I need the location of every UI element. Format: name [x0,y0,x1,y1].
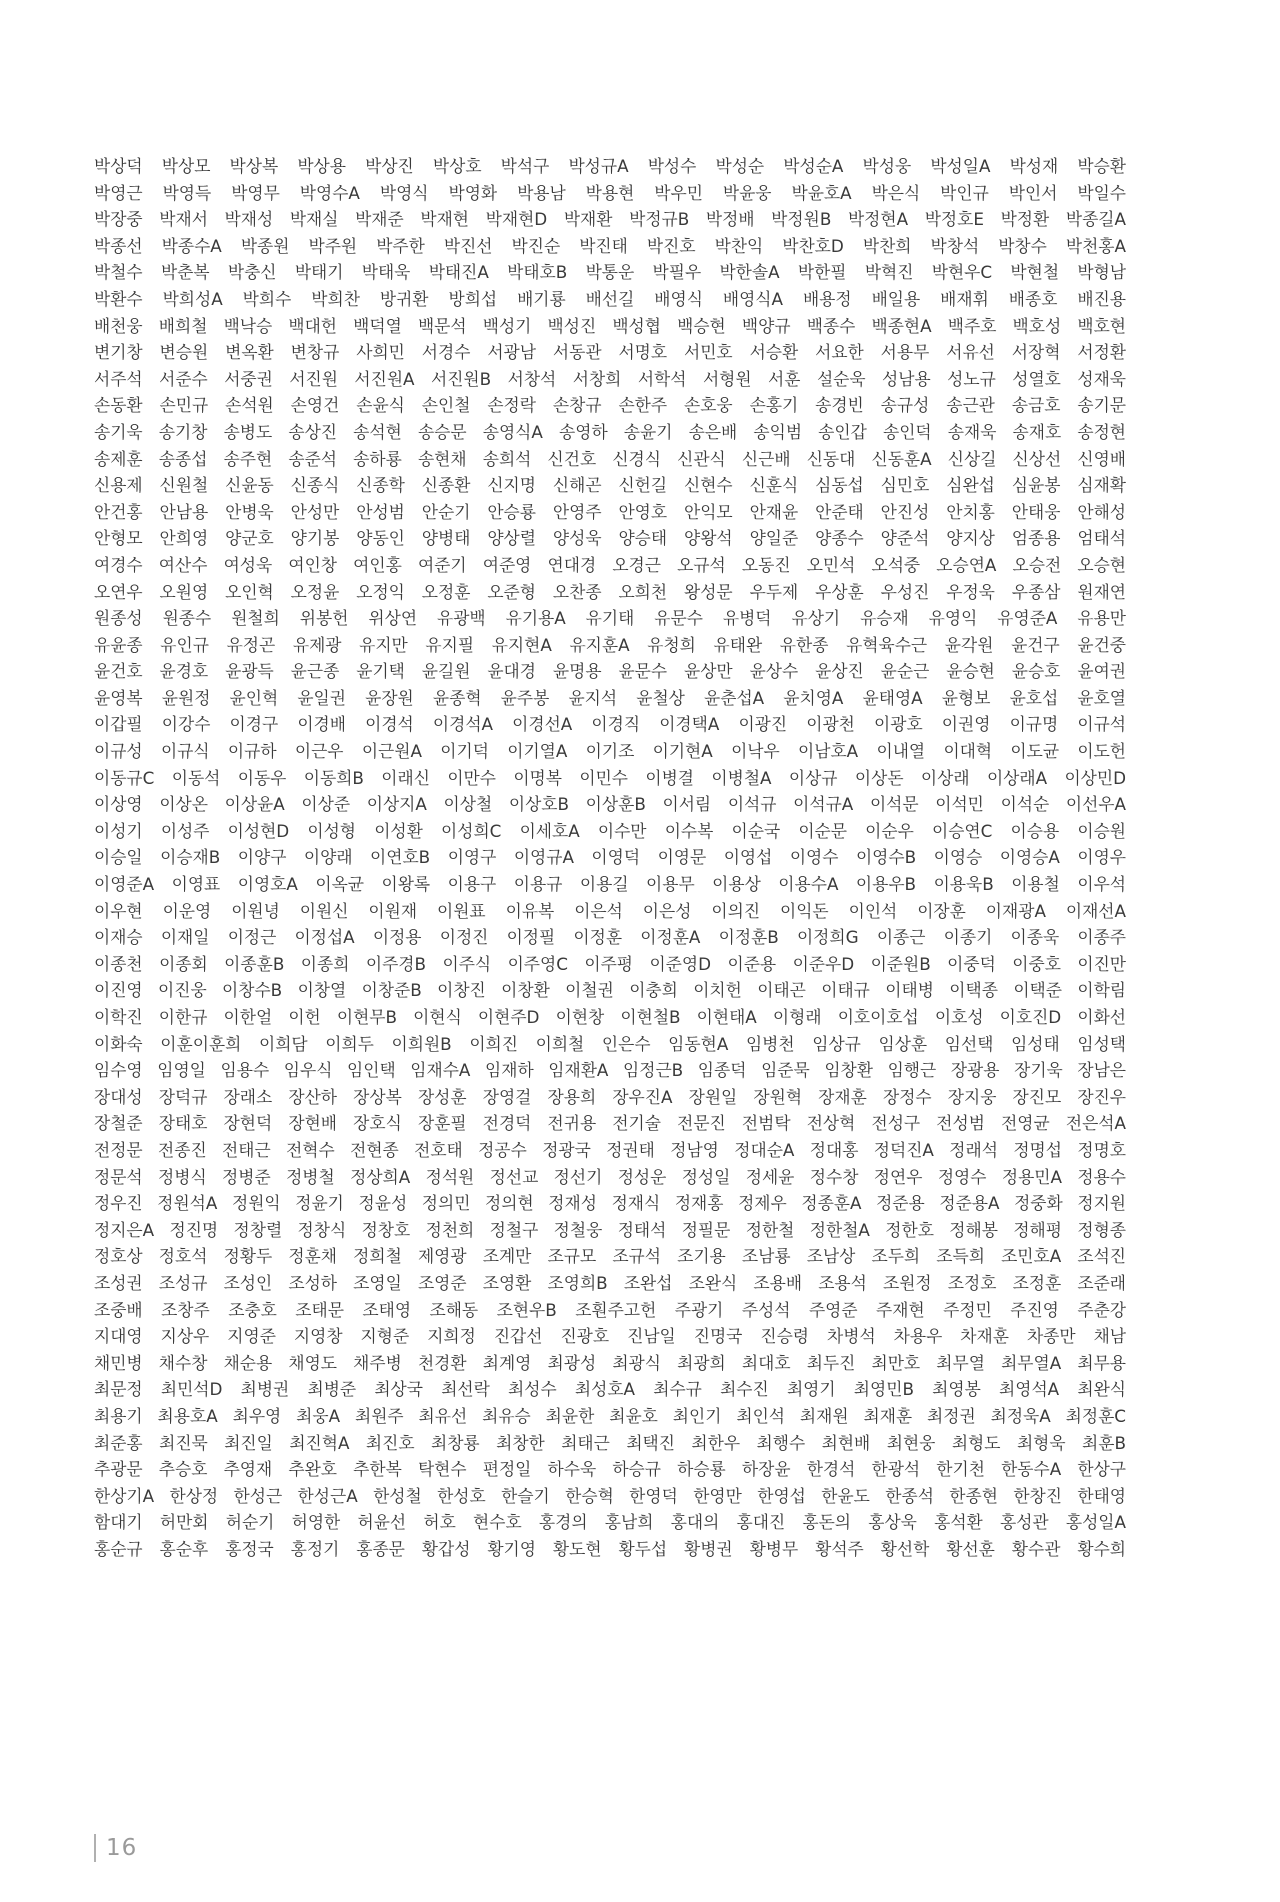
name-line: 손동환 손민규 손석원 손영건 손윤식 손인철 손정락 손창규 손한주 손호웅 손홍기 송경빈 송규성 송근관 송금호 송기문 [94,395,1126,416]
name-line: 신용제 신원철 신윤동 신종식 신종학 신종환 신지명 신해곤 신헌길 신현수 신훈식 심동섭 심민호 심완섭 심윤봉 심재확 [94,475,1126,496]
name-line: 최용기 최용호A 최우영 최웅A 최원주 최유선 최유승 최윤한 최윤호 최인기 최인석 최재원 최재훈 최정권 최정욱A 최정훈C [94,1405,1126,1426]
name-line: 이동규C 이동석 이동우 이동희B 이래신 이만수 이명복 이민수 이병결 이병철A 이상규 이상돈 이상래 이상래A 이상민D [94,767,1126,788]
name-line: 추광문 추승호 추영재 추완호 추한복 탁현수 편정일 하수욱 하승규 하승룡 하장윤 한경석 한광석 한기천 한동수A 한상구 [94,1459,1126,1480]
name-line: 이갑필 이강수 이경구 이경배 이경석 이경석A 이경선A 이경직 이경택A 이광진 이광천 이광호 이권영 이규명 이규석 [94,714,1126,735]
page-number-divider [94,1834,96,1862]
name-line: 박장중 박재서 박재성 박재실 박재준 박재현 박재현D 박재환 박정규B 박정배 박정원B 박정현A 박정호E 박정환 박종길A [94,209,1126,230]
name-line: 박환수 박희성A 박희수 박희찬 방귀환 방희섭 배기룡 배선길 배영식 배영식A 배용정 배일용 배재휘 배종호 배진용 [94,288,1126,309]
name-line: 윤영복 윤원정 윤인혁 윤일권 윤장원 윤종혁 윤주봉 윤지석 윤철상 윤춘섭A 윤치영A 윤태영A 윤형보 윤호섭 윤호열 [94,687,1126,708]
name-line: 최문정 최민석D 최병권 최병준 최상국 최선락 최성수 최성호A 최수규 최수진 최영기 최영민B 최영봉 최영석A 최완식 [94,1379,1126,1400]
name-line: 조중배 조창주 조충호 조태문 조태영 조해동 조현우B 조훤주고헌 주광기 주성석 주영준 주재현 주정민 주진영 주춘강 [94,1299,1126,1320]
name-line: 이규성 이규식 이규하 이근우 이근원A 이기덕 이기열A 이기조 이기현A 이낙우 이남호A 이내열 이대혁 이도균 이도헌 [94,741,1126,762]
name-line: 이학진 이한규 이한얼 이헌 이현무B 이현식 이현주D 이현창 이현철B 이현태A 이형래 이호이호섭 이호성 이호진D 이화선 [94,1007,1126,1027]
name-line: 최준홍 최진묵 최진일 최진혁A 최진호 최창룡 최창한 최태근 최택진 최한우 최행수 최현배 최현웅 최형도 최형욱 최훈B [94,1432,1126,1453]
name-line: 채민병 채수창 채순용 채영도 채주병 천경환 최계영 최광성 최광식 최광희 최대호 최두진 최만호 최무열 최무열A 최무용 [94,1352,1126,1373]
name-line: 안건홍 안남용 안병욱 안성만 안성범 안순기 안승룡 안영주 안영호 안익모 안재윤 안준태 안진성 안치홍 안태웅 안해성 [94,501,1126,522]
name-line: 정호상 정호석 정황두 정훈채 정희철 제영광 조계만 조규모 조규석 조기용 조남룡 조남상 조두희 조득희 조민호A 조석진 [94,1246,1126,1267]
name-line: 함대기 허만회 허순기 허영한 허윤선 허호 현수호 홍경의 홍남희 홍대의 홍대진 홍돈의 홍상욱 홍석환 홍성관 홍성일A [94,1512,1126,1533]
name-line: 서주석 서준수 서중권 서진원 서진원A 서진원B 서창석 서창희 서학석 서형원 서훈 설순욱 성남용 성노규 성열호 성재욱 [94,368,1126,389]
page-number: 16 [106,1835,138,1861]
name-list [94,153,1126,1562]
name-line: 지대영 지상우 지영준 지영창 지형준 지희정 진갑선 진광호 진남일 진명국 진승령 차병석 차용우 차재훈 차종만 채남 [94,1326,1126,1347]
name-line: 원종성 원종수 원철희 위봉헌 위상연 유광백 유기용A 유기태 유문수 유병덕 유상기 유승재 유영익 유영준A 유용만 [94,608,1126,629]
name-line: 정지은A 정진명 정창렬 정창식 정창호 정천희 정철구 정철웅 정태석 정필문 정한철 정한철A 정한호 정해봉 정해평 정형종 [94,1219,1126,1240]
name-line: 이진영 이진웅 이창수B 이창열 이창준B 이창진 이창환 이철권 이충희 이치헌 이태곤 이태규 이태병 이택종 이택준 이학림 [94,980,1126,1001]
name-line: 장철준 장태호 장현덕 장현배 장호식 장훈필 전경덕 전귀용 전기술 전문진 전범탁 전상혁 전성구 전성범 전영균 전은석A [94,1113,1126,1134]
name-line: 박영근 박영득 박영무 박영수A 박영식 박영화 박용남 박용현 박우민 박윤웅 박윤호A 박은식 박인규 박인서 박일수 [94,182,1126,203]
name-line: 이성기 이성주 이성현D 이성형 이성환 이성희C 이세호A 이수만 이수복 이순국 이순문 이순우 이승연C 이승용 이승원 [94,820,1126,841]
name-line: 배천웅 배희철 백낙승 백대헌 백덕열 백문석 백성기 백성진 백성협 백승현 백양규 백종수 백종현A 백주호 백호성 백호현 [94,315,1126,336]
name-line: 이화숙 이훈이훈희 이희담 이희두 이희원B 이희진 이희철 인은수 임동현A 임병천 임상규 임상훈 임선택 임성태 임성택 [94,1033,1126,1054]
name-line: 조성권 조성규 조성인 조성하 조영일 조영준 조영환 조영희B 조완섭 조완식 조용배 조용석 조원정 조정호 조정훈 조준래 [94,1272,1126,1293]
name-line: 박상덕 박상모 박상복 박상용 박상진 박상호 박석구 박성규A 박성수 박성순 박성순A 박성웅 박성일A 박성재 박승환 [94,156,1126,176]
name-line: 윤건호 윤경호 윤광득 윤근종 윤기택 윤길원 윤대경 윤명용 윤문수 윤상만 윤상수 윤상진 윤순근 윤승현 윤승호 윤여권 [94,661,1126,682]
name-line: 박철수 박춘복 박충신 박태기 박태욱 박태진A 박태호B 박통운 박필우 박한솔A 박한필 박혁진 박현우C 박현철 박형남 [94,262,1126,283]
name-line: 이상영 이상온 이상윤A 이상준 이상지A 이상철 이상호B 이상훈B 이서림 이석규 이석규A 이석문 이석민 이석순 이선우A [94,794,1126,815]
name-line: 이재승 이재일 이정근 이정섭A 이정용 이정진 이정필 이정훈 이정훈A 이정훈B 이정희G 이종근 이종기 이종욱 이종주 [94,927,1126,948]
name-line: 장대성 장덕규 장래소 장산하 장상복 장성훈 장영걸 장용희 장우진A 장원일 장원혁 장재훈 장정수 장지웅 장진모 장진우 [94,1086,1126,1107]
name-line: 변기창 변승원 변옥환 변창규 사희민 서경수 서광남 서동관 서명호 서민호 서승환 서요한 서용무 서유선 서장혁 서정환 [94,342,1126,363]
name-line: 정문석 정병식 정병준 정병철 정상희A 정석원 정선교 정선기 정성운 정성일 정세윤 정수창 정연우 정영수 정용민A 정용수 [94,1166,1126,1187]
name-line: 이종천 이종회 이종훈B 이종희 이주경B 이주식 이주영C 이주평 이준영D 이준용 이준우D 이준원B 이중덕 이중호 이진만 [94,953,1126,974]
name-line: 한상기A 한상정 한성근 한성근A 한성철 한성호 한슬기 한승혁 한영덕 한영만 한영섭 한윤도 한종석 한종현 한창진 한태영 [94,1485,1126,1506]
name-line: 송제훈 송종섭 송주현 송준석 송하룡 송현채 송희석 신건호 신경식 신관식 신근배 신동대 신동훈A 신상길 신상선 신영배 [94,448,1126,469]
name-line: 이승일 이승재B 이양구 이양래 이연호B 이영구 이영규A 이영덕 이영문 이영섭 이영수 이영수B 이영승 이영승A 이영우 [94,847,1126,868]
name-line: 전정문 전종진 전태근 전혁수 전현종 전호태 정공수 정광국 정권태 정남영 정대순A 정대홍 정덕진A 정래석 정명섭 정명호 [94,1139,1126,1160]
name-line: 이영준A 이영표 이영호A 이옥균 이왕록 이용구 이용규 이용길 이용무 이용상 이용수A 이용우B 이용욱B 이용철 이우석 [94,874,1126,895]
name-line: 송기욱 송기창 송병도 송상진 송석현 송승문 송영식A 송영하 송윤기 송은배 송익범 송인갑 송인덕 송재욱 송재호 송정현 [94,421,1126,442]
name-line: 오연우 오원영 오인혁 오정윤 오정익 오정훈 오준형 오찬종 오희천 왕성문 우두제 우상훈 우성진 우정욱 우종삼 원재연 [94,581,1126,602]
name-line: 이우현 이운영 이원녕 이원신 이원재 이원표 이유복 이은석 이은성 이의진 이익돈 이인석 이장훈 이재광A 이재선A [94,900,1126,921]
name-line: 여경수 여산수 여성욱 여인창 여인홍 여준기 여준영 연대경 오경근 오규석 오동진 오민석 오석중 오승연A 오승전 오승현 [94,554,1126,575]
name-line: 홍순규 홍순후 홍정국 홍정기 홍종문 황갑성 황기영 황도현 황두섭 황병권 황병무 황석주 황선학 황선훈 황수관 황수희 [94,1538,1126,1559]
name-line: 유윤종 유인규 유정곤 유제광 유지만 유지필 유지현A 유지훈A 유청희 유태완 유한종 유혁육수근 윤각원 윤건구 윤건중 [94,634,1126,655]
name-line: 임수영 임영일 임용수 임우식 임인택 임재수A 임재하 임재환A 임정근B 임종덕 임준묵 임창환 임행근 장광용 장기욱 장남은 [94,1060,1126,1081]
name-line: 박종선 박종수A 박종원 박주원 박주한 박진선 박진순 박진태 박진호 박찬익 박찬호D 박찬희 박창석 박창수 박천홍A [94,235,1126,256]
name-line: 안형모 안희영 양군호 양기봉 양동인 양병태 양상렬 양성욱 양승태 양왕석 양일준 양종수 양준석 양지상 엄종용 엄태석 [94,528,1126,549]
name-line: 정우진 정원석A 정원익 정윤기 정윤성 정의민 정의현 정재성 정재식 정재홍 정제우 정종훈A 정준용 정준용A 정중화 정지원 [94,1193,1126,1214]
